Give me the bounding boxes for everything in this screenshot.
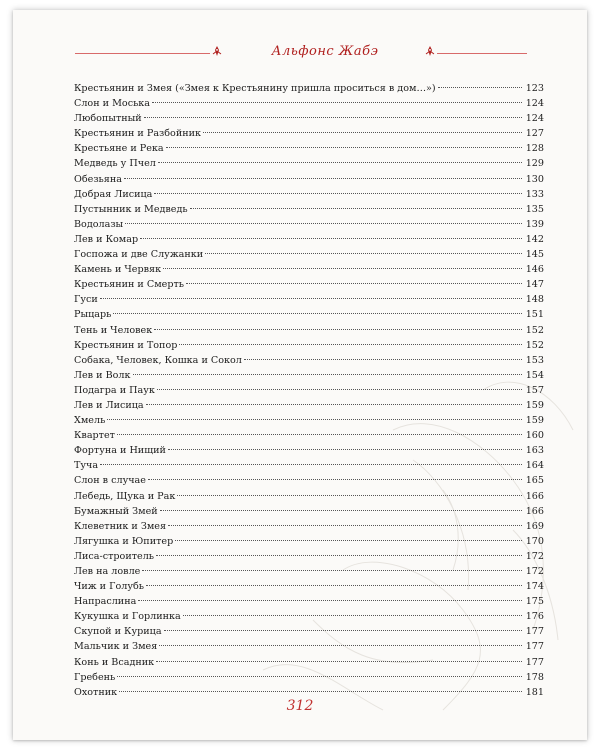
toc-entry-page: 170: [525, 535, 544, 547]
dot-leader: [244, 359, 522, 360]
toc-entry: [74, 141, 544, 156]
dot-leader: [142, 570, 522, 571]
toc-entry: [74, 368, 544, 383]
dot-leader: [168, 449, 522, 450]
toc-entry: [74, 398, 544, 413]
dot-leader: [163, 268, 522, 269]
toc-entry-title: Лев и Волк: [74, 369, 131, 381]
toc-entry-title: Лев на ловле: [74, 566, 141, 577]
toc-entry-page: 175: [525, 596, 544, 608]
dot-leader: [164, 630, 522, 631]
toc-entry: [74, 338, 544, 353]
toc-entry-title: Подагра и Паук: [74, 384, 155, 396]
toc-entry: [74, 187, 544, 202]
dot-leader: [166, 147, 522, 148]
toc-entry-page: 177: [525, 656, 544, 668]
toc-entry-title: Гуси: [74, 294, 98, 306]
toc-entry: [74, 126, 544, 141]
toc-entry-page: 181: [525, 686, 544, 698]
dot-leader: [148, 479, 522, 480]
toc-entry-title: Крестьяне и Река: [74, 143, 164, 155]
dot-leader: [117, 434, 522, 435]
toc-entry: [74, 428, 544, 443]
toc-entry-title: Лев и Лисица: [74, 399, 144, 411]
dot-leader: [125, 223, 522, 224]
dot-leader: [175, 540, 522, 541]
toc-entry-title: Камень и Червяк: [74, 264, 162, 276]
toc-entry-title: Лиса-строитель: [74, 550, 155, 562]
dot-leader: [179, 344, 522, 345]
header-title: Альфонс Жабэ: [271, 44, 379, 59]
toc-entry-page: 172: [525, 550, 544, 562]
dot-leader: [146, 585, 522, 586]
dot-leader: [146, 404, 522, 405]
toc-entry-title: Охотник: [74, 686, 118, 698]
toc-entry: [74, 549, 544, 564]
toc-entry: [74, 564, 544, 579]
toc-entry: [74, 670, 544, 685]
dot-leader: [107, 419, 522, 420]
toc-entry-page: 154: [525, 369, 544, 381]
dot-leader: [157, 389, 522, 390]
toc-entry-title: Медведь у Пчел: [74, 158, 156, 170]
toc-entry: [74, 111, 544, 126]
toc-entry-page: 176: [525, 611, 544, 623]
toc-entry-title: Лев и Комар: [74, 233, 139, 245]
toc-entry-page: 128: [525, 143, 544, 155]
toc-entry-title: Конь и Всадник: [74, 656, 155, 668]
toc-entry-page: 147: [525, 279, 544, 291]
toc-entry-title: Добрая Лисица: [74, 188, 153, 200]
dot-leader: [117, 676, 522, 677]
dot-leader: [205, 253, 522, 254]
toc-entry-page: 177: [525, 641, 544, 653]
dot-leader: [144, 117, 522, 118]
toc-entry: [74, 217, 544, 232]
toc-entry-page: 165: [525, 475, 544, 487]
table-of-contents: [74, 81, 544, 700]
toc-entry: [74, 172, 544, 187]
dot-leader: [140, 238, 522, 239]
toc-entry: [74, 489, 544, 504]
toc-entry: [74, 534, 544, 549]
toc-entry: [74, 96, 544, 111]
toc-entry: [74, 156, 544, 171]
toc-entry: [74, 277, 544, 292]
toc-entry-title: Крестьянин и Смерть: [74, 279, 185, 291]
toc-entry-title: Гребень: [74, 671, 116, 683]
dot-leader: [138, 600, 522, 601]
toc-entry: [74, 323, 544, 338]
toc-entry: [74, 609, 544, 624]
toc-entry-page: 178: [525, 671, 544, 683]
dot-leader: [133, 374, 523, 375]
toc-entry: [74, 353, 544, 368]
toc-entry-title: Госпожа и две Служанки: [74, 249, 204, 261]
dot-leader: [154, 329, 522, 330]
toc-entry-page: 166: [525, 490, 544, 502]
running-header: [75, 44, 527, 60]
toc-entry-title: Лебедь, Щука и Рак: [74, 490, 176, 502]
toc-entry: [74, 413, 544, 428]
toc-entry-page: 123: [525, 83, 544, 94]
toc-entry: [74, 383, 544, 398]
toc-entry-title: Хмель: [74, 415, 106, 427]
toc-entry-title: Слон в случае: [74, 475, 146, 487]
toc-entry: [74, 504, 544, 519]
toc-entry-title: Крестьянин и Змея («Змея к Крестьянину пришла проситься в дом…»): [74, 83, 436, 94]
toc-entry-page: 166: [525, 505, 544, 517]
toc-entry-page: 142: [525, 233, 544, 245]
toc-entry-page: 159: [525, 399, 544, 411]
toc-entry: [74, 458, 544, 473]
dot-leader: [100, 464, 522, 465]
toc-entry-title: Рыцарь: [74, 309, 112, 321]
toc-entry-page: 172: [525, 566, 544, 577]
toc-entry-page: 130: [525, 173, 544, 185]
toc-entry-title: Напраслина: [74, 596, 137, 608]
toc-entry-title: Водолазы: [74, 218, 124, 230]
toc-entry-page: 129: [525, 158, 544, 170]
toc-entry: [74, 307, 544, 322]
dot-leader: [113, 313, 522, 314]
dot-leader: [124, 178, 522, 179]
toc-entry-title: Обезьяна: [74, 173, 122, 185]
toc-entry-page: 146: [525, 264, 544, 276]
toc-entry-title: Фортуна и Нищий: [74, 445, 166, 457]
toc-entry-page: 174: [525, 581, 544, 593]
dot-leader: [100, 298, 522, 299]
toc-entry-title: Бумажный Змей: [74, 505, 158, 517]
toc-entry: [74, 202, 544, 217]
ornament-icon: [212, 45, 222, 57]
dot-leader: [154, 193, 522, 194]
toc-entry-page: 157: [525, 384, 544, 396]
toc-entry: [74, 639, 544, 654]
dot-leader: [190, 208, 522, 209]
dot-leader: [186, 283, 522, 284]
toc-entry: [74, 579, 544, 594]
toc-entry-page: 169: [525, 520, 544, 532]
dot-leader: [159, 645, 522, 646]
toc-entry-title: Туча: [74, 460, 99, 472]
toc-entry: [74, 519, 544, 534]
header-rule-right: [437, 53, 527, 54]
toc-entry-title: Собака, Человек, Кошка и Сокол: [74, 354, 242, 366]
dot-leader: [156, 661, 522, 662]
toc-entry-page: 152: [525, 339, 544, 351]
dot-leader: [203, 132, 522, 133]
toc-entry-title: Крестьянин и Разбойник: [74, 128, 202, 140]
toc-entry-title: Тень и Человек: [74, 324, 153, 336]
toc-entry: [74, 247, 544, 262]
toc-entry-page: 164: [525, 460, 544, 472]
page-number: 312: [286, 698, 314, 714]
toc-entry-page: 145: [525, 249, 544, 261]
toc-entry-title: Скупой и Курица: [74, 626, 162, 638]
toc-entry: [74, 81, 544, 96]
toc-entry-page: 160: [525, 430, 544, 442]
toc-entry-title: Крестьянин и Топор: [74, 339, 178, 351]
header-rule-left: [75, 53, 210, 54]
toc-entry-title: Любопытный: [74, 113, 142, 125]
dot-leader: [177, 495, 522, 496]
dot-leader: [156, 555, 522, 556]
toc-entry: [74, 262, 544, 277]
toc-entry-title: Квартет: [74, 430, 115, 442]
toc-entry-page: 124: [525, 98, 544, 110]
dot-leader: [119, 691, 522, 692]
toc-entry: [74, 292, 544, 307]
book-page: [13, 10, 587, 740]
toc-entry-title: Лягушка и Юпитер: [74, 535, 174, 547]
toc-entry: [74, 473, 544, 488]
toc-entry: [74, 655, 544, 670]
toc-entry-page: 127: [525, 128, 544, 140]
dot-leader: [183, 615, 522, 616]
dot-leader: [158, 162, 522, 163]
toc-entry-page: 177: [525, 626, 544, 638]
toc-entry-title: Чиж и Голубь: [74, 581, 144, 593]
toc-entry-page: 135: [525, 203, 544, 215]
toc-entry-page: 139: [525, 218, 544, 230]
toc-entry-page: 151: [525, 309, 544, 321]
toc-entry-title: Слон и Моська: [74, 98, 151, 110]
toc-entry-page: 124: [525, 113, 544, 125]
dot-leader: [168, 525, 522, 526]
toc-entry-title: Мальчик и Змея: [74, 641, 158, 653]
toc-entry-page: 153: [525, 354, 544, 366]
dot-leader: [152, 102, 522, 103]
toc-entry-page: 133: [525, 188, 544, 200]
toc-entry-page: 148: [525, 294, 544, 306]
toc-entry-page: 163: [525, 445, 544, 457]
toc-entry: [74, 624, 544, 639]
toc-entry-page: 152: [525, 324, 544, 336]
toc-entry-title: Клеветник и Змея: [74, 520, 167, 532]
toc-entry-title: Кукушка и Горлинка: [74, 611, 181, 623]
toc-entry: [74, 443, 544, 458]
ornament-icon: [425, 45, 435, 57]
dot-leader: [438, 87, 522, 88]
toc-entry-page: 159: [525, 415, 544, 427]
toc-entry-title: Пустынник и Медведь: [74, 203, 188, 215]
toc-entry: [74, 594, 544, 609]
dot-leader: [160, 510, 522, 511]
toc-entry: [74, 232, 544, 247]
